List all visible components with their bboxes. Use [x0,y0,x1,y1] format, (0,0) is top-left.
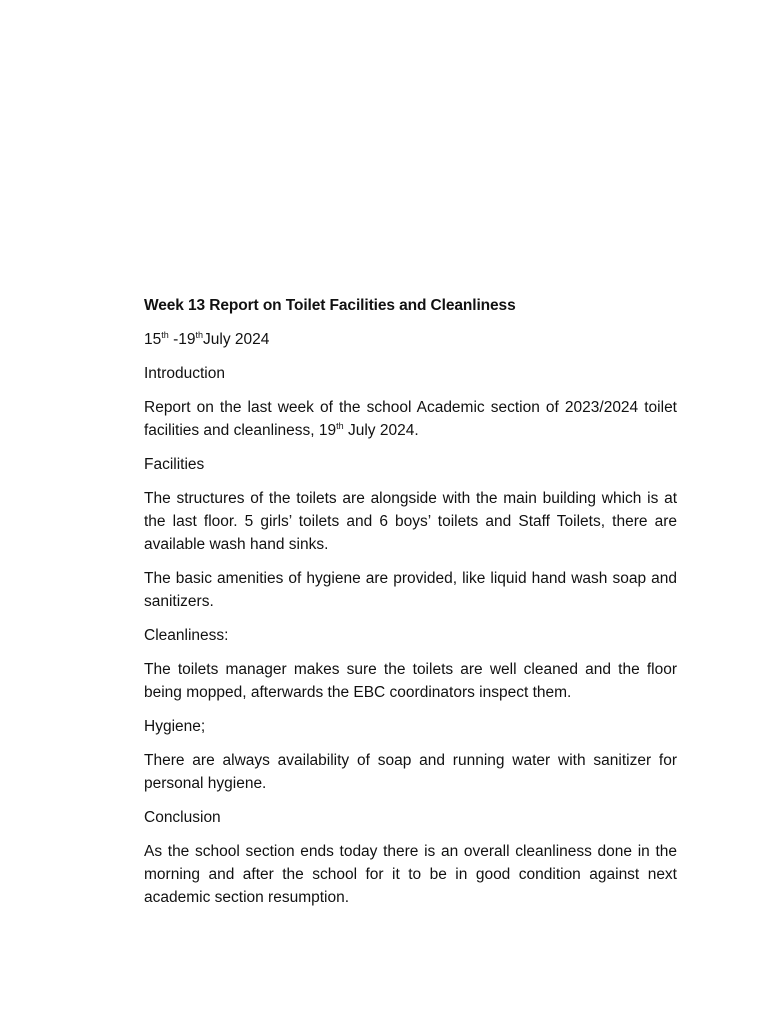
report-date [144,328,677,351]
introduction-text-suffix: th [336,421,344,431]
date-start-day: 15 [144,331,162,348]
conclusion-heading: Conclusion [144,809,221,826]
facilities-heading: Facilities [144,456,205,473]
hygiene-paragraph: There are always availability of soap and running water with sanitizer for personal hygiene. [144,752,677,792]
report-body [144,294,677,920]
introduction-text [144,396,677,442]
date-start-suffix: th [161,330,169,340]
conclusion-paragraph: As the school section ends today there is an overall cleanliness done in the morning and after the school for it to be in good condition against next academic section resumption. [144,843,677,906]
date-rest: July 2024 [203,331,270,348]
cleanliness-heading: Cleanliness: [144,627,229,644]
date-end-suffix: th [195,330,203,340]
introduction-text-before: Report on the last week of the school Academic section of 2023/2024 toilet facilities and cleanliness, 19 [144,399,677,439]
facilities-paragraph-1: The structures of the toilets are alongside with the main building which is at the last floor. 5 girls’ toilets and 6 boys’ toilets and Staff Toilets, there are available wash hand sinks. [144,490,677,553]
date-separator: -19 [168,331,196,348]
introduction-heading: Introduction [144,365,225,382]
hygiene-heading: Hygiene; [144,718,206,735]
facilities-paragraph-2: The basic amenities of hygiene are provided, like liquid hand wash soap and sanitizers. [144,570,677,610]
introduction-text-after: July 2024. [343,422,419,439]
cleanliness-paragraph: The toilets manager makes sure the toilets are well cleaned and the floor being mopped, afterwards the EBC coordinators inspect them. [144,661,677,701]
report-title: Week 13 Report on Toilet Facilities and Cleanliness [144,297,516,314]
